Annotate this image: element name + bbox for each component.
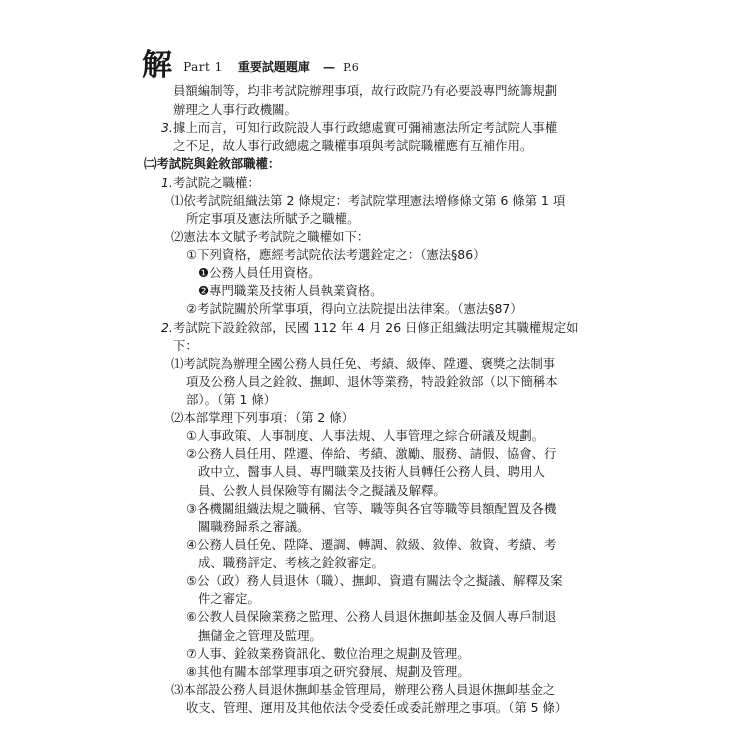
text-line: ⑶本部設公務人員退休撫卹基金管理局，辦理公務人員退休撫卹基金之 [171,681,556,697]
text-line: ⑧其他有關本部掌理事項之研究發展、規劃及管理。 [186,663,470,679]
text-line: 撫儲金之管理及監理。 [198,627,322,643]
text-line: 政中立、醫事人員、專門職業及技術人員轉任公務人員、聘用人 [198,464,545,480]
header-title: 重要試題題庫 [237,60,310,74]
header-part: Part 1 [183,60,223,74]
list-number: 3. [161,120,173,136]
text-line: 辦理之人事行政機關。 [173,102,297,117]
text-line: 關職務歸系之審議。 [198,518,310,534]
list-number: 1. [161,174,173,190]
text-line: 所定事項及憲法所賦予之職權。 [186,210,360,226]
text-line: 員額編制等，均非考試院辦理事項，故行政院乃有必要設專門統籌規劃 [173,83,558,98]
text-line: ⑤公（政）務人員退休（職）、撫卹、資遣有關法令之擬議、解釋及案 [186,573,563,589]
text-line: 項及公務人員之銓敘、撫卹、退休等業務，特設銓敘部（以下簡稱本 [186,373,558,389]
text-line: ❶公務人員任用資格。 [198,265,321,281]
header-dash: — [323,60,335,74]
text-line: ②公務人員任用、陞遷、俸給、考績、激勵、服務、請假、協會、行 [186,446,557,462]
page-header [142,40,359,84]
header-page-number: P.6 [343,61,359,74]
header-glyph: 解 [142,48,172,83]
section-heading: ㈡考試院與銓敘部職權： [144,156,281,172]
text-line: ③各機關組織法規之職稱、官等、職等與各官等職等員額配置及各機 [186,500,557,516]
text-line: ⑴考試院為辦理全國公務人員任免、考績、級俸、陞遷、褒獎之法制事 [171,355,556,371]
text-line: ⑵憲法本文賦予考試院之職權如下： [171,228,370,244]
text-line: ①下列資格，應經考試院依法考選銓定之：（憲法§86） [186,247,486,262]
text-line: 部）。（第 1 條） [186,392,277,407]
text-line: 件之審定。 [198,591,260,607]
text-line: ⑦人事、銓敘業務資訊化、數位治理之規劃及管理。 [186,645,470,661]
text-line: 考試院下設銓敘部，民國 112 年 4 月 26 日修正組織法明定其職權規定如 [173,319,579,335]
list-number: 2. [161,319,173,335]
text-line: 之不足，故人事行政總處之職權事項與考試院職權應有互補作用。 [173,138,533,154]
text-line: ④公務人員任免、陞降、遷調、轉調、敘級、敘俸、敘資、考績、考 [186,536,557,552]
text-line: ①人事政策、人事制度、人事法規、人事管理之綜合研議及規劃。 [186,428,545,444]
text-line: 據上而言，可知行政院設人事行政總處實可彌補憲法所定考試院人事權 [173,120,558,136]
text-line: ②考試院關於所掌事項，得向立法院提出法律案。（憲法§87） [186,301,523,317]
text-line: 成、職務評定、考核之銓敘審定。 [198,555,384,570]
text-line: 員、公教人員保險等有關法令之擬議及解釋。 [198,482,446,498]
text-line: ⑥公教人員保險業務之監理、公務人員退休撫卹基金及個人專戶制退 [186,609,557,625]
text-line: 收支、管理、運用及其他依法令受委任或委託辦理之事項。（第 5 條） [186,700,568,715]
text-line: 考試院之職權： [173,174,260,190]
text-line: ⑵本部掌理下列事項：（第 2 條） [171,410,355,426]
text-line: ⑴依考試院組織法第 2 條規定：考試院掌理憲法增修條文第 6 條第 1 項 [171,192,566,208]
text-line: 下： [173,337,198,353]
text-line: ❷專門職業及技術人員執業資格。 [198,283,383,299]
